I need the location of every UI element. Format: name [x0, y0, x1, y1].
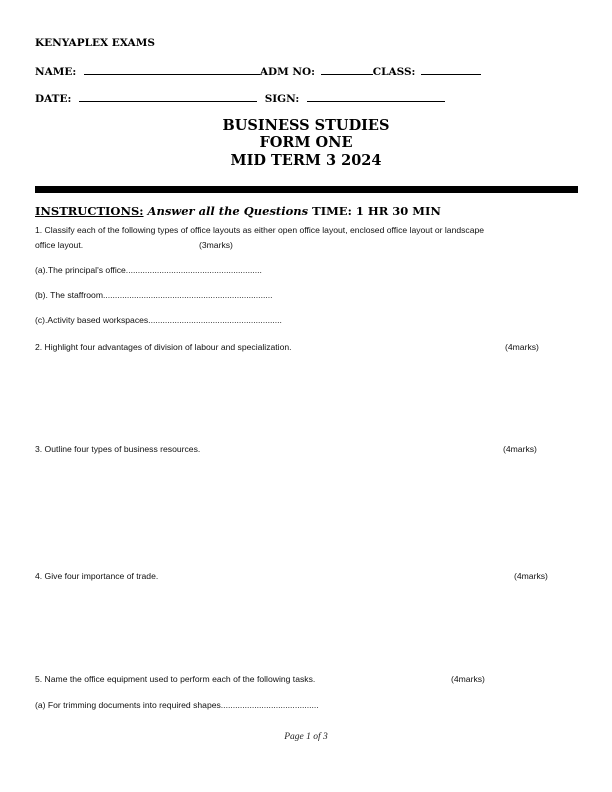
name-label: NAME: — [35, 66, 77, 78]
sign-field[interactable] — [307, 91, 445, 102]
form-title: FORM ONE — [259, 134, 353, 151]
question-5-part-a[interactable]: (a) For trimming documents into required shapes......................................... — [35, 700, 319, 710]
question-1-text-line2: office layout. — [35, 240, 84, 250]
adm-no-field[interactable] — [321, 64, 373, 75]
time-allowed: TIME: 1 HR 30 MIN — [312, 204, 441, 218]
question-5-text: 5. Name the office equipment used to perform each of the following tasks. — [35, 674, 316, 684]
question-4-marks: (4marks) — [514, 571, 548, 581]
question-5-marks: (4marks) — [451, 674, 485, 684]
header-divider — [35, 186, 578, 193]
question-1-marks: (3marks) — [199, 240, 233, 250]
sign-label: SIGN: — [264, 93, 300, 105]
question-4-answer-space[interactable] — [35, 585, 575, 669]
date-label: DATE: — [35, 93, 72, 105]
class-field[interactable] — [421, 64, 481, 75]
subject-title: BUSINESS STUDIES — [222, 117, 390, 134]
question-1-part-c[interactable]: (c).Activity based workspaces........................................................ — [35, 315, 282, 325]
instructions-line — [35, 204, 441, 218]
student-info-row-2 — [35, 91, 445, 105]
question-3-marks: (4marks) — [503, 444, 537, 454]
student-info-row-1 — [35, 64, 481, 78]
question-2-marks: (4marks) — [505, 342, 539, 352]
term-title: MID TERM 3 2024 — [230, 152, 382, 169]
instructions-label: INSTRUCTIONS: — [35, 204, 144, 218]
question-3-text: 3. Outline four types of business resources. — [35, 444, 201, 454]
date-field[interactable] — [79, 91, 257, 102]
question-2-text: 2. Highlight four advantages of division of labour and specialization. — [35, 342, 292, 352]
page-number: Page 1 of 3 — [284, 732, 328, 742]
question-1-part-b[interactable]: (b). The staffroom....................................................................... — [35, 290, 273, 300]
exam-provider: KENYAPLEX EXAMS — [35, 37, 155, 49]
question-3-answer-space[interactable] — [35, 458, 575, 566]
question-4-text: 4. Give four importance of trade. — [35, 571, 159, 581]
class-label: CLASS: — [372, 66, 416, 78]
question-2-answer-space[interactable] — [35, 356, 575, 440]
name-field[interactable] — [84, 64, 260, 75]
adm-no-label: ADM NO: — [259, 66, 316, 78]
instructions-text: Answer all the Questions — [147, 204, 309, 218]
question-1-text-line1: 1. Classify each of the following types of office layouts as either open office layout, enclosed office layout or landscape — [35, 225, 485, 235]
question-1-part-a[interactable]: (a).The principal's office......................................................... — [35, 265, 262, 275]
